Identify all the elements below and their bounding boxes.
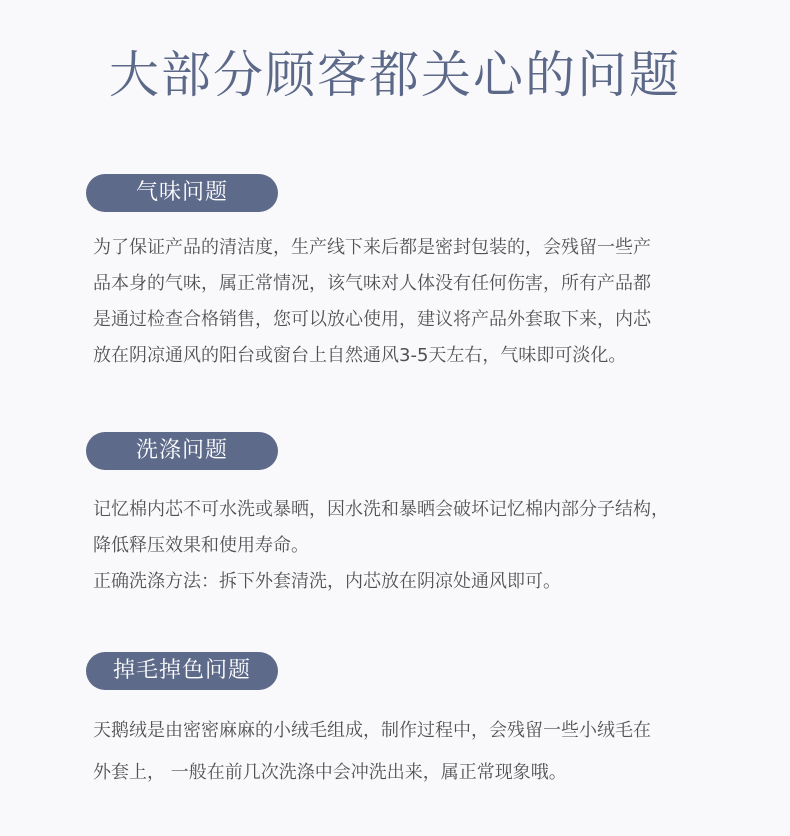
body-line: 记忆棉内芯不可水洗或暴晒，因水洗和暴晒会破坏记忆棉内部分子结构，	[93, 499, 669, 520]
page-title: 大部分顾客都关心的问题	[109, 46, 681, 104]
section-heading-washing: 洗涤问题	[86, 432, 278, 470]
body-line: 外套上， 一般在前几次洗涤中会冲洗出来，属正常现象哦。	[93, 762, 567, 783]
body-line: 是通过检查合格销售，您可以放心使用，建议将产品外套取下来，内芯	[93, 309, 651, 330]
body-line: 为了保证产品的清洁度，生产线下来后都是密封包装的，会残留一些产	[93, 237, 651, 258]
body-line: 放在阴凉通风的阳台或窗台上自然通风3-5天左右，气味即可淡化。	[93, 345, 627, 366]
section-body-odor	[93, 230, 733, 374]
section-heading-odor: 气味问题	[86, 174, 278, 212]
body-line: 品本身的气味，属正常情况，该气味对人体没有任何伤害，所有产品都	[93, 273, 651, 294]
section-heading-shedding: 掉毛掉色问题	[86, 652, 278, 690]
body-line: 降低释压效果和使用寿命。	[93, 535, 309, 556]
body-line: 正确洗涤方法：拆下外套清洗，内芯放在阴凉处通风即可。	[93, 571, 561, 592]
body-line: 天鹅绒是由密密麻麻的小绒毛组成，制作过程中，会残留一些小绒毛在	[93, 720, 651, 741]
section-body-shedding	[93, 710, 733, 794]
section-body-washing	[93, 492, 733, 600]
